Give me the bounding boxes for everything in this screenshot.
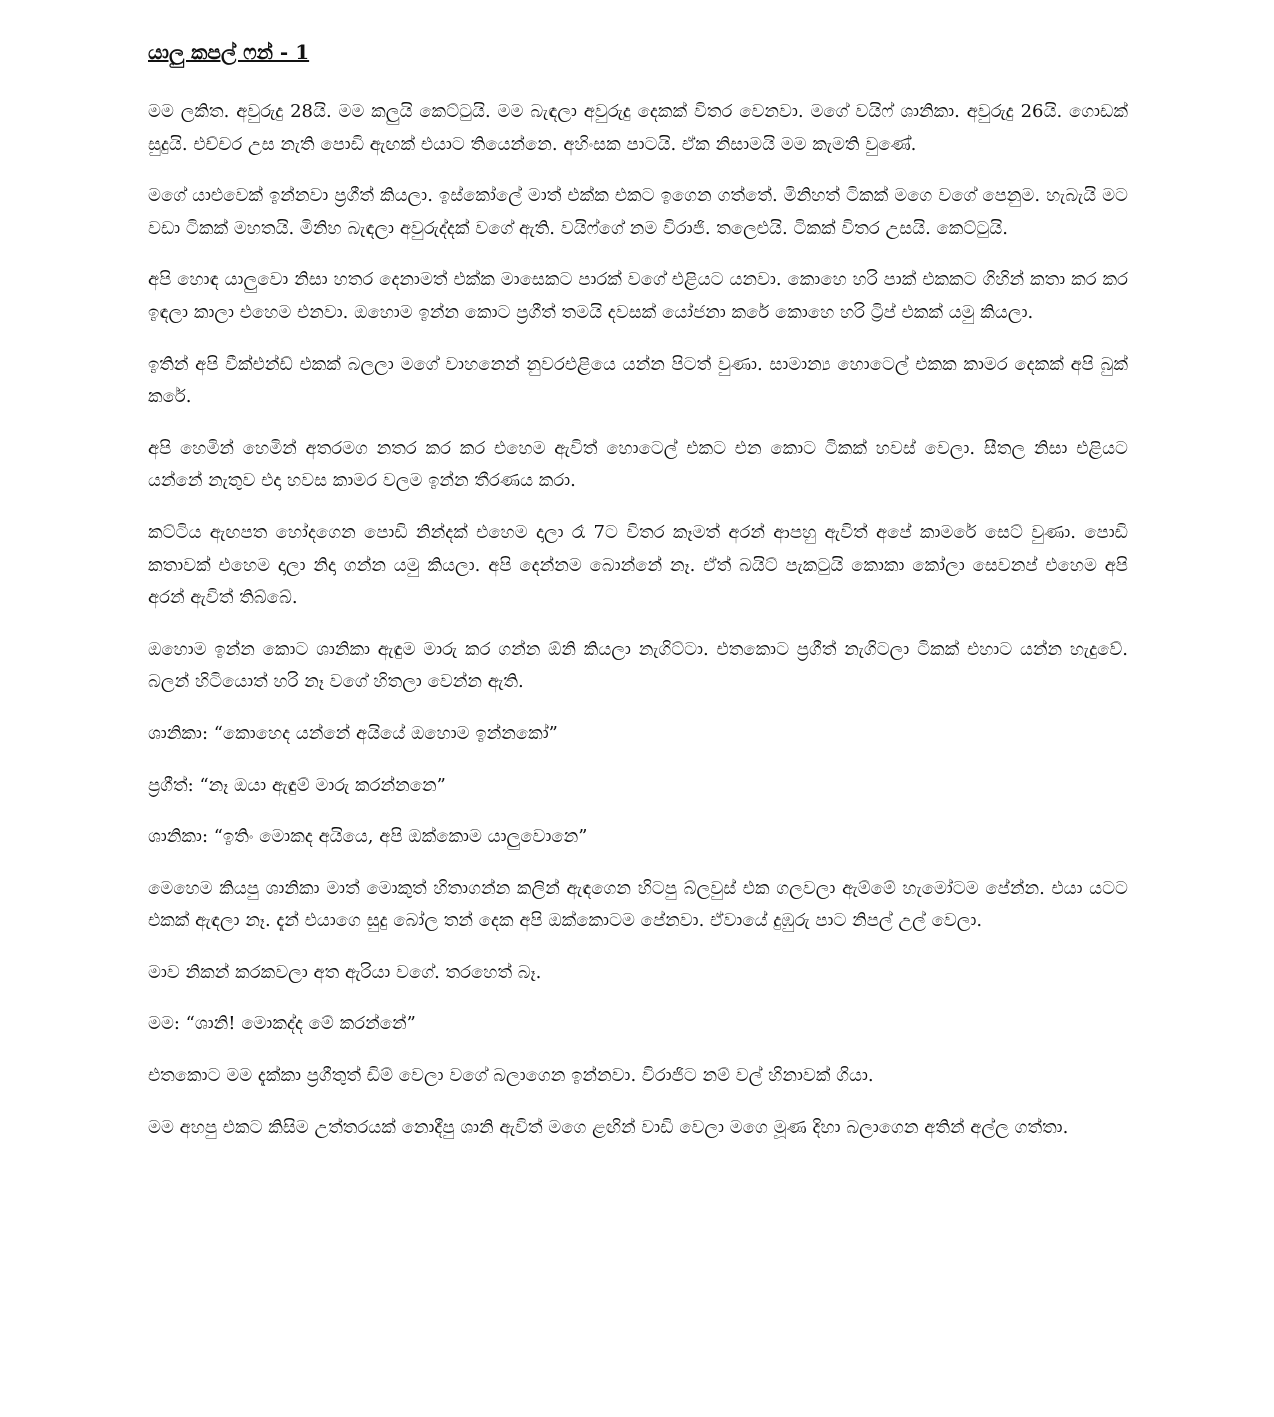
paragraph-1: මම ලකිත. අවුරුදු 28යි. මම කලුයි කෙට්ටුයි. මම බැඳලා අවුරුදු දෙකක් විතර වෙනවා. මගේ වයිෆ් ශානිකා. අවුරුදු 26යි. ගොඩක් සුදුයි. එච්චර උස නැති පොඩි ඇඟක් එයාට තියෙන්නෙ. අහිංසක පාටයි. ඒක නිසාමයි මම කැමති වුණේ. — [148, 101, 1128, 155]
paragraph-9: මාව නිකන් කරකවලා අත ඇරියා වගේ. තරහෙත් බෑ. — [148, 961, 542, 983]
dialogue-line-shanika-1: ශානිකා: “කොහෙද යන්නේ අයියේ ඔහොම ඉන්නකෝ” — [148, 722, 558, 744]
paragraph-3: අපි හොඳ යාලුවො නිසා හතර දෙනාමත් එක්ක මාසෙකට පාරක් වගේ එළියට යනවා. කොහෙ හරි පාක් එකකට ගිහින් කතා කර කර ඉඳලා කාලා එහෙම එනවා. ඔහොම ඉන්න කොට ප්‍රගීත් තමයි දවසක් යෝජනා කරේ කොහෙ හරි ට්‍රිප් එකක් යමු කියලා. — [148, 269, 1129, 323]
document-title: යාලු කපල් ෆන් - 1 — [148, 40, 310, 64]
document-page — [148, 36, 1128, 1163]
paragraph-2: මගේ යාළුවෙක් ඉන්නවා ප්‍රගීත් කියලා. ඉස්කෝලේ මාත් එක්ක එකට ඉගෙන ගත්තේ. මිනිහත් ටිකක් මගෙ වගේ පෙනුම. හැබැයි මට වඩා ටිකක් මහතයි. මිනිහ බැඳලා අවුරුද්දක් වගේ ඇති. වයිෆ්ගේ නම විරාජි. තලෙළුයි. ටිකක් විතර උසයි. කෙට්ටුයි. — [148, 185, 1128, 239]
dialogue-line-prageeth-1: ප්‍රගීත්: “නෑ ඔයා ඇඳුම් මාරු කරන්නනෙ” — [148, 774, 446, 796]
dialogue-line-shanika-2: ශානිකා: “ඉතිං මොකද අයියෙ, අපි ඔක්කොම යාලුවොනෙ” — [148, 826, 588, 848]
dialogue-line-narrator-1: මම: “ශානි! මොකද්ද මේ කරන්නේ” — [148, 1013, 416, 1035]
paragraph-10: එතකොට මම දැක්කා ප්‍රගීතුත් ඩිම් වෙලා වගේ බලාගෙන ඉන්නවා. විරාජිට නම් වල් හිනාවක් ගියා. — [148, 1065, 874, 1087]
paragraph-7: ඔහොම ඉන්න කොට ශානිකා ඇඳුම මාරු කර ගන්න ඕනි කියලා නැගිට්ටා. එතකොට ප්‍රගීත් නැගිටලා ටිකක් එහාට යන්න හැදුවේ. බලන් හිටියොත් හරි නෑ වගේ හිතලා වෙන්න ඇති. — [148, 638, 1128, 693]
paragraph-11: මම අහපු එකට කිසිම උත්තරයක් නොදීපු ශානි ඇවිත් මගෙ ළඟින් වාඩි වෙලා මගෙ මූණ දිහා බලාගෙන අතින් අල්ල ගත්තා. — [148, 1116, 1069, 1138]
paragraph-6: කට්ටිය ඇඟපත හෝදගෙන පොඩි නින්දක් එහෙම දාලා රෑ 7ට විතර කෑමත් අරන් ආපහු ඇවිත් අපේ කාමරේ සෙට් වුණා. පොඩි කතාවක් එහෙම දාලා නිදා ගන්න යමු කියලා. අපි දෙන්නම බොන්නේ නෑ. ඒත් බයිට් පැකටුයි කොකා කෝලා සෙවනප් එහෙම අපි අරන් ඇවිත් තිබ්බේ. — [148, 521, 1128, 609]
paragraph-8: මෙහෙම කියපු ශානිකා මාත් මොකුත් හිතාගන්න කලින් ඇඳගෙන හිටපු බ්ලවුස් එක ගලවලා ඇම්මේ හැමෝටම පේන්න. එයා යටට එකක් ඇඳලා නෑ. දැන් එයාගෙ සුදු බෝල තන් දෙක අපි ඔක්කොටම පේනවා. ඒවායේ දුඹුරු පාට නිපල් උල් වෙලා. — [148, 877, 1128, 932]
paragraph-5: අපි හෙමින් හෙමින් අතරමග නතර කර කර එහෙම ඇවිත් හොටෙල් එකට එන කොට ටිකක් හවස් වෙලා. සීතල නිසා එළියට යන්නේ නැතුව එදා හවස කාමර වලම ඉන්න තීරණය කරා. — [148, 437, 1128, 492]
paragraph-4: ඉතින් අපි වීක්එන්ඩ් එකක් බලලා මගේ වාහනෙන් නුවරඑළියෙ යන්න පිටත් වුණා. සාමාන්‍ය හොටෙල් එකක කාමර දෙකක් අපි බුක් කරේ. — [148, 353, 1128, 408]
